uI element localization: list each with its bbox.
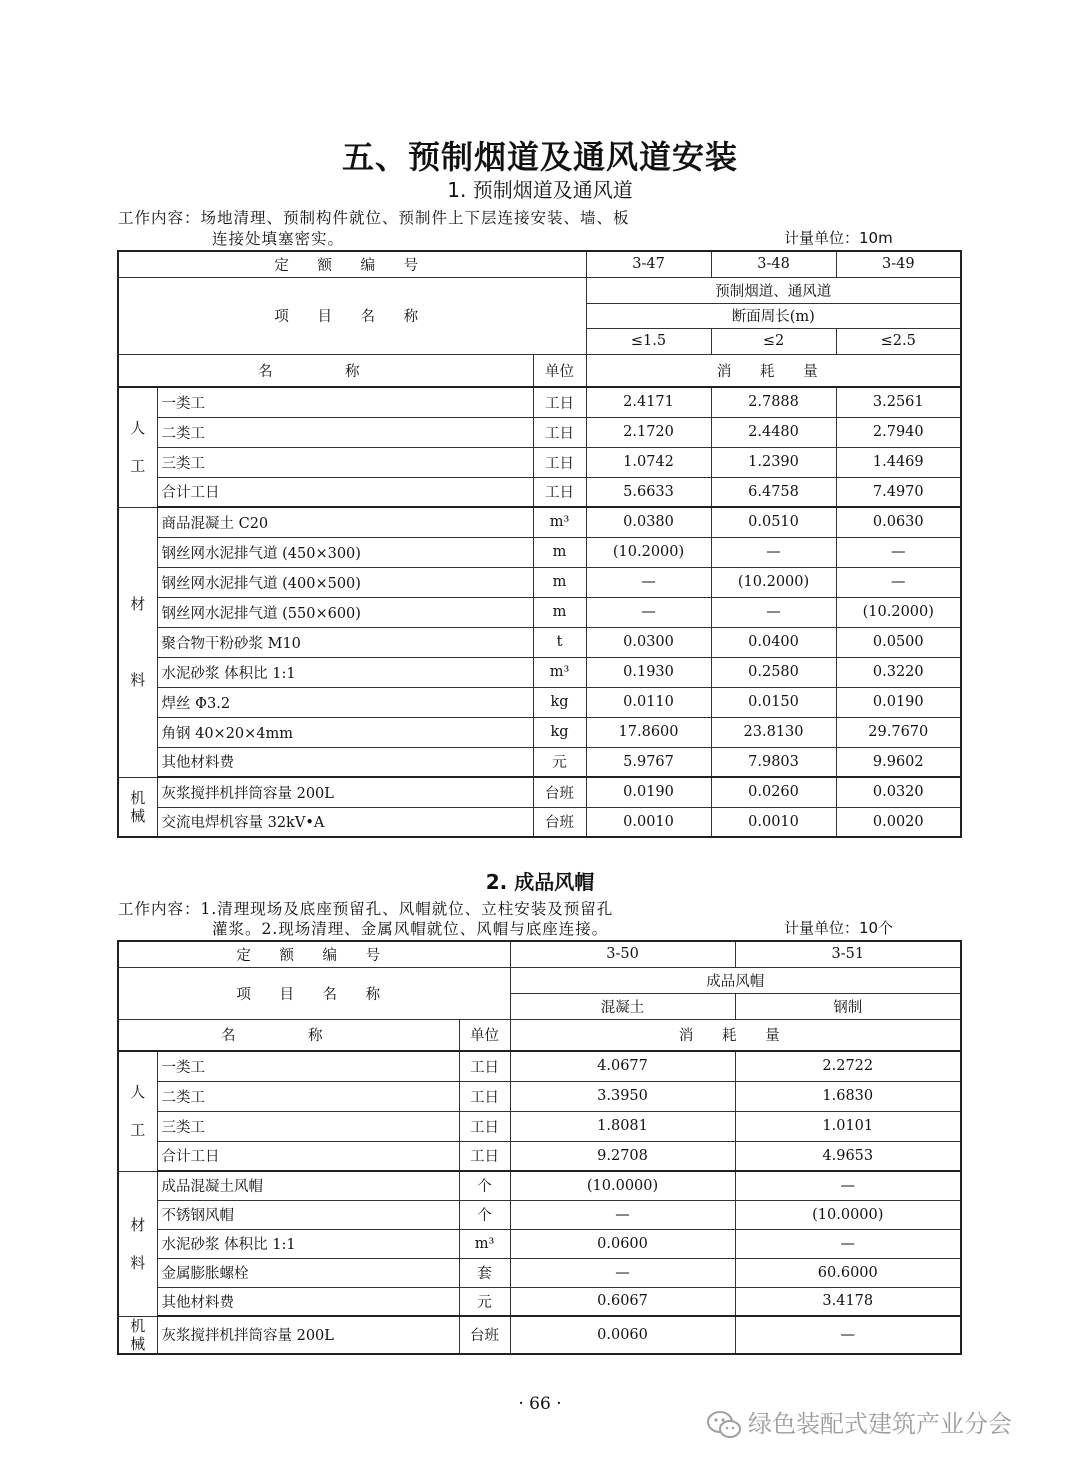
row-value: 0.2580	[711, 657, 836, 687]
category-materials: 材 料	[118, 1171, 157, 1316]
row-value: 2.1720	[586, 417, 711, 447]
category-labor: 人 工	[118, 1051, 157, 1171]
row-value: 1.0742	[586, 447, 711, 477]
item-name-label: 项 目 名 称	[118, 277, 586, 354]
section2-title: 2. 成品风帽	[485, 870, 595, 894]
row-value: 0.0150	[711, 687, 836, 717]
table-row	[118, 507, 961, 537]
row-value: 0.0320	[836, 777, 961, 807]
row-value: (10.0000)	[735, 1200, 961, 1229]
row-value: 0.0010	[586, 807, 711, 837]
row-value: 2.2722	[735, 1051, 961, 1081]
category-materials: 材 料	[118, 507, 157, 777]
table-row	[118, 387, 961, 417]
column-header-name: 名 称	[118, 354, 533, 387]
row-value: 17.8600	[586, 717, 711, 747]
section1-title: 1. 预制烟道及通风道	[447, 178, 633, 202]
row-unit: 工日	[533, 387, 586, 417]
row-unit: 工日	[459, 1141, 510, 1171]
row-value: —	[586, 597, 711, 627]
column-header-consumption: 消 耗 量	[510, 1019, 961, 1051]
row-unit: m	[533, 537, 586, 567]
item-subheading: 断面周长(m)	[586, 303, 961, 328]
quota-code: 3-49	[836, 251, 961, 277]
row-value: 5.6633	[586, 477, 711, 507]
category-labor: 人 工	[118, 387, 157, 507]
table-row	[118, 1111, 961, 1141]
row-value: 60.6000	[735, 1258, 961, 1287]
item-name-label: 项 目 名 称	[118, 967, 510, 1019]
table-row	[118, 777, 961, 807]
column-header-consumption: 消 耗 量	[586, 354, 961, 387]
row-name: 钢丝网水泥排气道 (400×500)	[157, 567, 533, 597]
row-unit: m³	[459, 1229, 510, 1258]
row-unit: m³	[533, 657, 586, 687]
row-name: 其他材料费	[157, 747, 533, 777]
row-name: 二类工	[157, 417, 533, 447]
size-value: ≤1.5	[586, 328, 711, 354]
row-value: 5.9767	[586, 747, 711, 777]
row-unit: 元	[459, 1287, 510, 1316]
row-name: 交流电焊机容量 32kV•A	[157, 807, 533, 837]
table-row	[118, 537, 961, 567]
section1-work-content-cont: 连接处填塞密实。	[212, 230, 345, 248]
quota-code: 3-50	[510, 941, 735, 967]
row-value: 2.7940	[836, 417, 961, 447]
row-name: 成品混凝土风帽	[157, 1171, 459, 1200]
table-row	[118, 1141, 961, 1171]
row-name: 不锈钢风帽	[157, 1200, 459, 1229]
quota-code: 3-47	[586, 251, 711, 277]
row-value: (10.2000)	[586, 537, 711, 567]
row-value: 2.7888	[711, 387, 836, 417]
row-unit: 工日	[533, 417, 586, 447]
quota-code-label: 定 额 编 号	[118, 251, 586, 277]
item-name: 成品风帽	[510, 967, 961, 993]
row-value: 9.2708	[510, 1141, 735, 1171]
row-value: 1.8081	[510, 1111, 735, 1141]
row-value: —	[735, 1316, 961, 1354]
row-name: 三类工	[157, 1111, 459, 1141]
wechat-icon	[706, 1410, 742, 1440]
row-value: 0.3220	[836, 657, 961, 687]
table-row	[118, 1171, 961, 1200]
row-unit: 台班	[533, 777, 586, 807]
row-unit: 元	[533, 747, 586, 777]
size-value: ≤2.5	[836, 328, 961, 354]
row-value: 29.7670	[836, 717, 961, 747]
watermark-text: 绿色装配式建筑产业分会	[748, 1410, 1012, 1438]
row-value: 9.9602	[836, 747, 961, 777]
section2-work-content-cont: 灌浆。2.现场清理、金属风帽就位、风帽与底座连接。	[212, 920, 609, 938]
row-value: 3.2561	[836, 387, 961, 417]
row-value: 1.4469	[836, 447, 961, 477]
row-value: 3.3950	[510, 1081, 735, 1111]
row-value: 7.9803	[711, 747, 836, 777]
row-unit: 台班	[459, 1316, 510, 1354]
quota-code: 3-48	[711, 251, 836, 277]
table-row	[118, 657, 961, 687]
row-name: 商品混凝土 C20	[157, 507, 533, 537]
row-value: 0.0020	[836, 807, 961, 837]
row-value: 0.0260	[711, 777, 836, 807]
row-value: 0.0010	[711, 807, 836, 837]
row-name: 其他材料费	[157, 1287, 459, 1316]
row-value: (10.2000)	[711, 567, 836, 597]
table-row	[118, 417, 961, 447]
table-row	[118, 627, 961, 657]
row-value: —	[711, 537, 836, 567]
row-name: 角钢 40×20×4mm	[157, 717, 533, 747]
row-unit: 套	[459, 1258, 510, 1287]
row-value: 1.6830	[735, 1081, 961, 1111]
row-name: 合计工日	[157, 477, 533, 507]
row-value: 0.0110	[586, 687, 711, 717]
row-unit: 个	[459, 1200, 510, 1229]
row-value: 0.0190	[836, 687, 961, 717]
section2-measure-unit: 计量单位：10个	[784, 919, 894, 937]
type-value: 混凝土	[510, 993, 735, 1019]
row-value: 3.4178	[735, 1287, 961, 1316]
quota-code: 3-51	[735, 941, 961, 967]
row-value: (10.2000)	[836, 597, 961, 627]
row-value: 0.0500	[836, 627, 961, 657]
table-row	[118, 567, 961, 597]
row-unit: kg	[533, 687, 586, 717]
table-row	[118, 1229, 961, 1258]
row-name: 灰浆搅拌机拌筒容量 200L	[157, 1316, 459, 1354]
row-unit: t	[533, 627, 586, 657]
page-title: 五、预制烟道及通风道安装	[341, 138, 738, 176]
row-unit: 工日	[533, 447, 586, 477]
row-value: 4.0677	[510, 1051, 735, 1081]
row-value: —	[711, 597, 836, 627]
row-name: 钢丝网水泥排气道 (550×600)	[157, 597, 533, 627]
category-machinery: 机 械	[118, 1316, 157, 1354]
item-name-row	[118, 277, 961, 303]
item-name: 预制烟道、通风道	[586, 277, 961, 303]
quota-code-label: 定 额 编 号	[118, 941, 510, 967]
row-value: 1.0101	[735, 1111, 961, 1141]
size-value: ≤2	[711, 328, 836, 354]
row-unit: m	[533, 567, 586, 597]
row-unit: m	[533, 597, 586, 627]
row-name: 合计工日	[157, 1141, 459, 1171]
row-value: —	[510, 1200, 735, 1229]
row-name: 焊丝 Φ3.2	[157, 687, 533, 717]
row-value: 0.0630	[836, 507, 961, 537]
item-name-row	[118, 967, 961, 993]
column-header-unit: 单位	[459, 1019, 510, 1051]
row-value: —	[510, 1258, 735, 1287]
row-value: 0.0380	[586, 507, 711, 537]
row-value: —	[836, 567, 961, 597]
row-value: 0.0060	[510, 1316, 735, 1354]
row-name: 聚合物干粉砂浆 M10	[157, 627, 533, 657]
table-row	[118, 807, 961, 837]
category-machinery: 机 械	[118, 777, 157, 837]
table-row	[118, 1316, 961, 1354]
column-header-row	[118, 354, 961, 387]
row-value: 0.0190	[586, 777, 711, 807]
row-value: 0.1930	[586, 657, 711, 687]
row-name: 水泥砂浆 体积比 1:1	[157, 1229, 459, 1258]
section1-measure-unit: 计量单位：10m	[784, 229, 893, 247]
table-row	[118, 1200, 961, 1229]
row-value: —	[586, 567, 711, 597]
row-unit: m³	[533, 507, 586, 537]
row-name: 三类工	[157, 447, 533, 477]
row-name: 金属膨胀螺栓	[157, 1258, 459, 1287]
row-value: 0.0300	[586, 627, 711, 657]
row-unit: 工日	[533, 477, 586, 507]
row-value: 0.0510	[711, 507, 836, 537]
row-value: 0.6067	[510, 1287, 735, 1316]
row-name: 水泥砂浆 体积比 1:1	[157, 657, 533, 687]
table-row	[118, 477, 961, 507]
row-unit: 台班	[533, 807, 586, 837]
column-header-unit: 单位	[533, 354, 586, 387]
row-value: 1.2390	[711, 447, 836, 477]
section1-quota-table	[117, 250, 962, 838]
column-header-name: 名 称	[118, 1019, 459, 1051]
row-name: 二类工	[157, 1081, 459, 1111]
row-unit: 工日	[459, 1051, 510, 1081]
quota-code-row	[118, 941, 961, 967]
table-row	[118, 597, 961, 627]
row-name: 一类工	[157, 387, 533, 417]
row-name: 钢丝网水泥排气道 (450×300)	[157, 537, 533, 567]
row-value: 23.8130	[711, 717, 836, 747]
row-value: 4.9653	[735, 1141, 961, 1171]
section2-quota-table	[117, 940, 962, 1355]
row-unit: 工日	[459, 1081, 510, 1111]
table-row	[118, 447, 961, 477]
row-value: —	[735, 1229, 961, 1258]
watermark	[706, 1404, 1012, 1440]
section1-work-content: 工作内容：场地清理、预制构件就位、预制件上下层连接安装、墙、板	[118, 209, 630, 227]
row-value: 2.4480	[711, 417, 836, 447]
table-row	[118, 1081, 961, 1111]
section2-work-content: 工作内容：1.清理现场及底座预留孔、风帽就位、立柱安装及预留孔	[118, 900, 614, 918]
row-value: 6.4758	[711, 477, 836, 507]
row-value: —	[735, 1171, 961, 1200]
row-value: 7.4970	[836, 477, 961, 507]
column-header-row	[118, 1019, 961, 1051]
row-value: (10.0000)	[510, 1171, 735, 1200]
row-unit: 工日	[459, 1111, 510, 1141]
table-row	[118, 687, 961, 717]
row-unit: 个	[459, 1171, 510, 1200]
type-value: 钢制	[735, 993, 961, 1019]
table-row	[118, 1258, 961, 1287]
table-row	[118, 1051, 961, 1081]
row-name: 灰浆搅拌机拌筒容量 200L	[157, 777, 533, 807]
row-value: —	[836, 537, 961, 567]
row-value: 0.0600	[510, 1229, 735, 1258]
table-row	[118, 1287, 961, 1316]
quota-code-row	[118, 251, 961, 277]
row-unit: kg	[533, 717, 586, 747]
row-value: 2.4171	[586, 387, 711, 417]
table-row	[118, 717, 961, 747]
page-number: · 66 ·	[518, 1394, 562, 1414]
table-row	[118, 747, 961, 777]
row-value: 0.0400	[711, 627, 836, 657]
row-name: 一类工	[157, 1051, 459, 1081]
